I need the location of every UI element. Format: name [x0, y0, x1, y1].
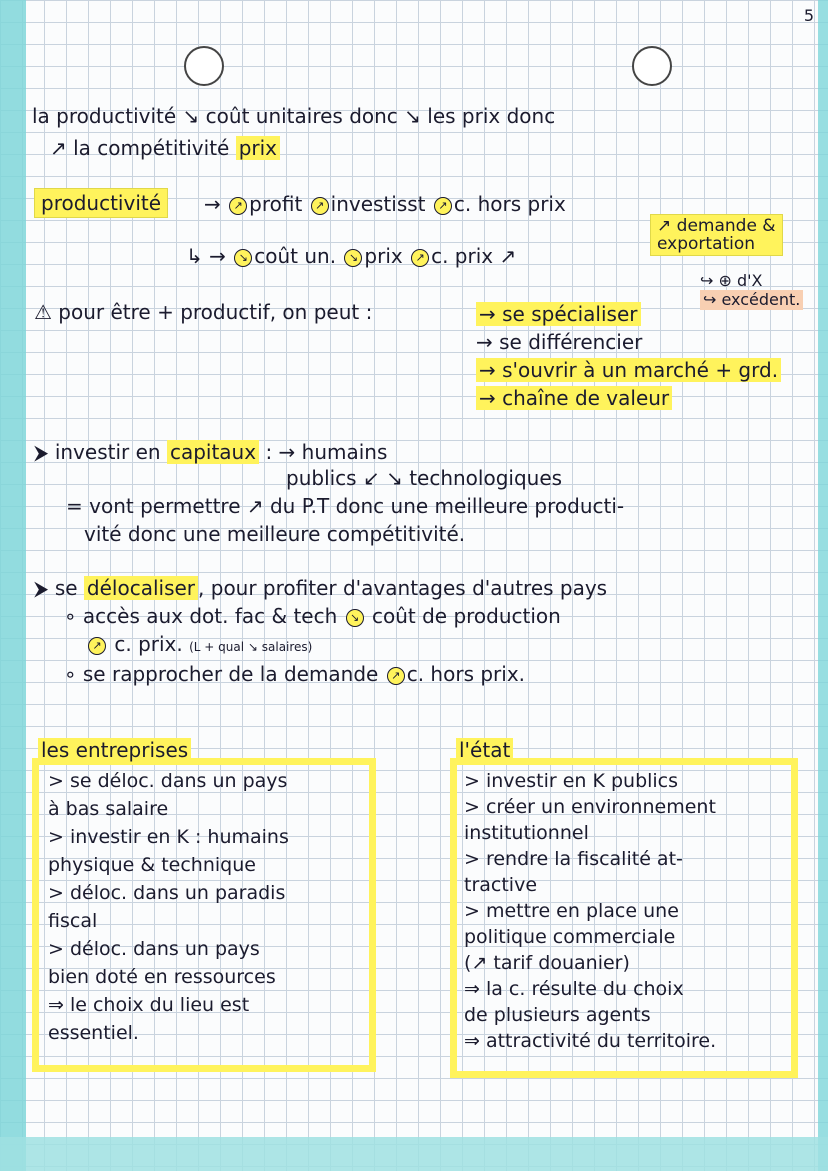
up-circle-icon: ↗: [311, 197, 329, 215]
branch-1-hors-prix: c. hors prix: [453, 192, 566, 216]
invest-humains: : → humains: [265, 440, 388, 464]
warning-text: pour être + productif, on peut :: [58, 300, 373, 324]
up-circle-icon: ↗: [88, 637, 106, 655]
deloc-bullet-2b: c. hors prix.: [406, 662, 526, 686]
down-circle-icon: ↘: [234, 249, 252, 267]
invest-prefix: investir en: [54, 440, 161, 464]
deloc-note: (L + qual ↘ salaires): [189, 640, 313, 654]
up-circle-icon: ↗: [229, 197, 247, 215]
option-differencier: → se différencier: [476, 330, 643, 354]
deloc-bullet-1a: accès aux dot. fac & tech: [82, 604, 338, 628]
productivity-box: productivité: [34, 188, 168, 218]
down-circle-icon: ↘: [346, 609, 364, 627]
branch-2: ↳ → ↘ coût un. ↘ prix ↗ c. prix ↗: [186, 244, 517, 268]
intro-line-2-text: ↗ la compétitivité: [50, 136, 230, 160]
demand-box: [650, 214, 783, 256]
branch-1-profit: profit: [249, 192, 303, 216]
branch-1: → ↗ profit ↗ investisst ↗ c. hors prix: [204, 192, 566, 216]
deloc-bullet-2: ∘ se rapprocher de la demande ↗ c. hors prix.: [64, 662, 526, 686]
entreprises-line: > se déloc. dans un pays: [48, 770, 288, 792]
demand-line-1: ↗ demande &: [657, 216, 776, 236]
branch-2-cout: coût un.: [254, 244, 337, 268]
branch-2-c-prix: c. prix: [431, 244, 494, 268]
entreprises-line: fiscal: [48, 910, 98, 932]
option-chaine: → chaîne de valeur: [476, 386, 672, 410]
invest-capitaux: capitaux: [167, 440, 259, 464]
etat-line: politique commerciale: [464, 926, 676, 948]
down-circle-icon: ↘: [344, 249, 362, 267]
invest-line: [34, 440, 387, 464]
invest-publics-line: [286, 466, 562, 490]
warning-line: [34, 300, 372, 324]
punch-hole-left: [184, 46, 224, 86]
entreprises-line: > investir en K : humains: [48, 826, 289, 848]
page-number: 5: [803, 6, 814, 25]
etat-line: > créer un environnement: [464, 796, 716, 818]
etat-line: de plusieurs agents: [464, 1004, 651, 1026]
entreprises-title: les entreprises: [38, 738, 191, 762]
intro-line-1: la productivité ↘ coût unitaires donc ↘ les prix donc: [32, 104, 556, 128]
punch-hole-right: [632, 46, 672, 86]
deloc-highlight: délocaliser: [84, 576, 198, 600]
entreprises-line: ⇒ le choix du lieu est: [48, 994, 250, 1016]
entreprises-line: > déloc. dans un paradis: [48, 882, 286, 904]
deloc-line: ⮞ se délocaliser , pour profiter d'avantages d'autres pays: [34, 576, 608, 600]
branch-2-prix: prix: [364, 244, 403, 268]
etat-line: ⇒ la c. résulte du choix: [464, 978, 684, 1000]
deloc-bullet-1b: coût de production: [371, 604, 561, 628]
up-circle-icon: ↗: [387, 667, 405, 685]
notebook-edge-right: [818, 0, 828, 1171]
deloc-bullet-1c: c. prix.: [114, 632, 183, 656]
invest-publics: publics ↙ ↘: [286, 466, 403, 490]
notebook-edge-bottom: [0, 1137, 828, 1171]
etat-line: > rendre la fiscalité at-: [464, 848, 683, 870]
option-ouvrir: → s'ouvrir à un marché + grd.: [476, 358, 781, 382]
invest-techno: technologiques: [409, 466, 563, 490]
result-x: ↪ ⊕ d'X: [700, 271, 763, 290]
entreprises-line: à bas salaire: [48, 798, 169, 820]
branch-1-invest: investisst: [330, 192, 426, 216]
deloc-bullet-1: ∘ accès aux dot. fac & tech ↘ coût de production: [64, 604, 561, 628]
double-arrow-icon: ⮞: [34, 576, 49, 600]
etat-line: institutionnel: [464, 822, 589, 844]
intro-highlight-prix: prix: [236, 136, 280, 160]
entreprises-line: physique & technique: [48, 854, 256, 876]
deloc-rest: , pour profiter d'avantages d'autres pays: [198, 576, 608, 600]
etat-title: l'état: [456, 738, 513, 762]
invest-conclusion-1: = vont permettre ↗ du P.T donc une meilleure producti-: [66, 494, 625, 518]
etat-line: tractive: [464, 874, 538, 896]
etat-line: > investir en K publics: [464, 770, 679, 792]
up-circle-icon: ↗: [434, 197, 452, 215]
deloc-bullet-1-line2: [86, 632, 312, 659]
deloc-bullet-2a: se rapprocher de la demande: [82, 662, 379, 686]
warning-icon: ⚠: [34, 300, 52, 324]
notebook-edge-left: [0, 0, 26, 1171]
entreprises-line: bien doté en ressources: [48, 966, 276, 988]
etat-line: ⇒ attractivité du territoire.: [464, 1030, 717, 1052]
entreprises-line: essentiel.: [48, 1022, 139, 1044]
etat-line: > mettre en place une: [464, 900, 679, 922]
invest-conclusion-2: vité donc une meilleure compétitivité.: [84, 522, 466, 546]
option-specialiser: → se spécialiser: [476, 302, 641, 326]
up-circle-icon: ↗: [411, 249, 429, 267]
intro-line-2: [50, 136, 280, 160]
entreprises-line: > déloc. dans un pays: [48, 938, 260, 960]
double-arrow-icon: ⮞: [34, 440, 49, 464]
etat-line: (↗ tarif douanier): [464, 952, 630, 974]
demand-line-2: exportation: [657, 234, 756, 254]
result-excedent: ↪ excédent.: [700, 290, 803, 310]
